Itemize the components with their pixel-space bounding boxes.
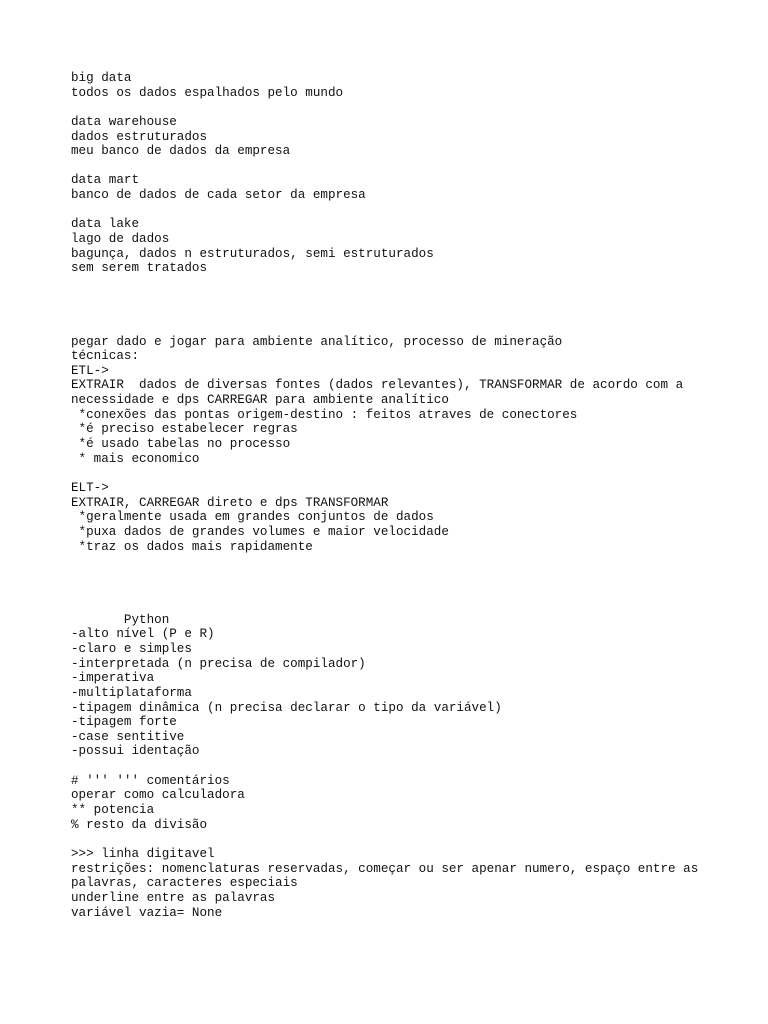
text-line: sem serem tratados <box>71 261 208 276</box>
text-line: ETL-> <box>71 363 109 378</box>
text-line: -tipagem dinâmica (n precisa declarar o tipo da variável) <box>71 700 502 715</box>
text-line: técnicas: <box>71 349 140 364</box>
text-line: palavras, caracteres especiais <box>71 876 298 891</box>
blank-line <box>71 100 751 115</box>
blank-line <box>71 276 751 291</box>
text-line: *conexões das pontas origem-destino : feitos atraves de conectores <box>71 407 578 422</box>
text-line: -imperativa <box>71 671 155 686</box>
text-line: necessidade e dps CARREGAR para ambiente analítico <box>71 393 449 408</box>
text-line: pegar dado e jogar para ambiente analítico, processo de mineração <box>71 334 563 349</box>
blank-line <box>71 466 751 481</box>
text-line: # ''' ''' comentários <box>71 773 230 788</box>
text-line: operar como calculadora <box>71 788 245 803</box>
blank-line <box>71 305 751 320</box>
blank-line <box>71 554 751 569</box>
text-line: variável vazia= None <box>71 905 223 920</box>
text-line: -multiplataforma <box>71 685 192 700</box>
text-line: big data <box>71 71 132 85</box>
text-line: *traz os dados mais rapidamente <box>71 539 313 554</box>
text-line: *é usado tabelas no processo <box>71 437 291 452</box>
text-line: data lake <box>71 217 140 232</box>
blank-line <box>71 291 751 306</box>
text-line: *puxa dados de grandes volumes e maior velocidade <box>71 524 449 539</box>
text-line: data mart <box>71 173 140 188</box>
blank-line <box>71 203 751 218</box>
blank-line <box>71 320 751 335</box>
text-line: dados estruturados <box>71 129 208 144</box>
text-line: lago de dados <box>71 232 170 247</box>
text-line: ELT-> <box>71 480 109 495</box>
text-line: data warehouse <box>71 114 177 129</box>
text-line: todos os dados espalhados pelo mundo <box>71 85 344 100</box>
text-line: -case sentitive <box>71 729 185 744</box>
text-line: bagunça, dados n estruturados, semi estruturados <box>71 246 434 261</box>
text-line: underline entre as palavras <box>71 890 276 905</box>
text-line: -possui identação <box>71 744 200 759</box>
text-line: restrições: nomenclaturas reservadas, começar ou ser apenar numero, espaço entre as <box>71 861 699 876</box>
text-line: >>> linha digitavel <box>71 846 215 861</box>
text-line: *geralmente usada em grandes conjuntos de dados <box>71 510 434 525</box>
blank-line <box>71 583 751 598</box>
text-line: -interpretada (n precisa de compilador) <box>71 656 366 671</box>
blank-line <box>71 598 751 613</box>
text-line: -alto nível (P e R) <box>71 627 215 642</box>
text-line: *é preciso estabelecer regras <box>71 422 298 437</box>
text-line: Python <box>71 612 170 627</box>
text-line: % resto da divisão <box>71 817 208 832</box>
text-line: * mais economico <box>71 451 200 466</box>
blank-line <box>71 832 751 847</box>
text-line: meu banco de dados da empresa <box>71 144 291 159</box>
text-line: EXTRAIR, CARREGAR direto e dps TRANSFORMAR <box>71 495 389 510</box>
blank-line <box>71 569 751 584</box>
blank-line <box>71 159 751 174</box>
text-line: EXTRAIR dados de diversas fontes (dados relevantes), TRANSFORMAR de acordo com a <box>71 378 684 393</box>
blank-line <box>71 759 751 774</box>
text-line: -claro e simples <box>71 641 192 656</box>
document-page <box>71 71 751 920</box>
text-line: banco de dados de cada setor da empresa <box>71 188 366 203</box>
text-line: ** potencia <box>71 803 155 818</box>
text-line: -tipagem forte <box>71 715 177 730</box>
